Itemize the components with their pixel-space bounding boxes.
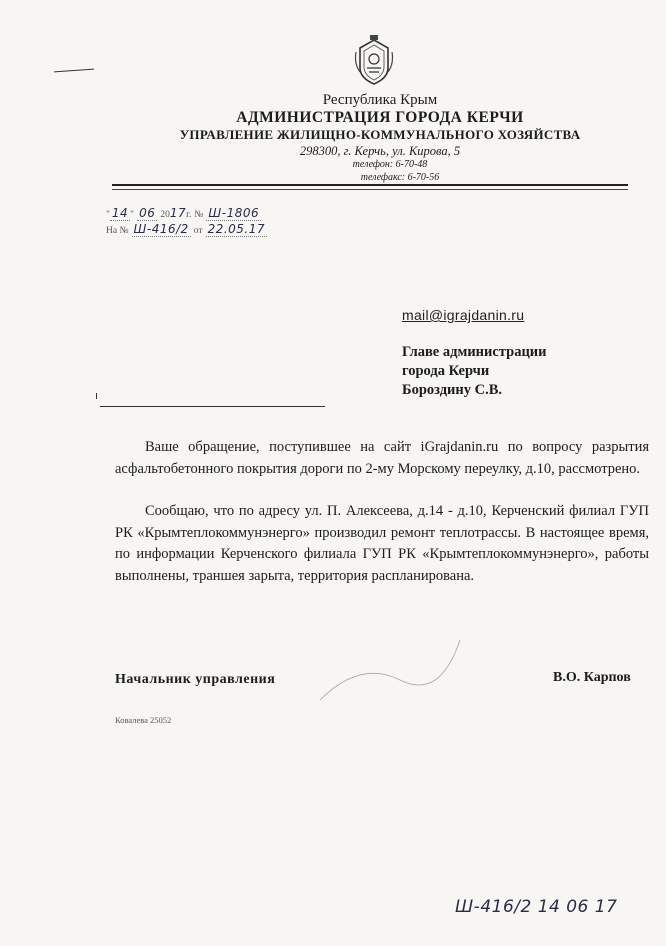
signature-mark — [300, 630, 480, 710]
body-paragraph-2: Сообщаю, что по адресу ул. П. Алексеева, д.14 - д.10, Керченский филиал ГУП РК «Крымтеплокоммунэнерго» производил ремонт теплотрассы. В настоящее время, по информации Керченского филиала ГУП РК «Крымтеплокоммунэнерго», работы выполнены, траншея зарыта, территория распланирована. — [115, 503, 649, 584]
header-republic: Республика Крым — [322, 92, 438, 108]
header-rule — [112, 184, 628, 186]
header-rule-thin — [112, 189, 628, 190]
header-department: УПРАВЛЕНИЕ ЖИЛИЩНО-КОММУНАЛЬНОГО ХОЗЯЙСТВА — [179, 127, 581, 142]
recipient-email[interactable]: mail@igrajdanin.ru — [402, 307, 525, 323]
signature-title: Начальник управления — [115, 672, 276, 687]
header-address: 298300, г. Керчь, ул. Кирова, 5 — [299, 144, 461, 158]
registration-date-line: " 14 " 06 2017г. № Ш-1806 — [106, 206, 260, 220]
body-paragraph-1: Ваше обращение, поступившее на сайт iGrajdanin.ru по вопросу разрытия асфальтобетонного покрытия дороги по 2-му Морскому переулку, д.10, рассмотрено. — [115, 439, 649, 477]
header-fax: телефакс: 6-70-56 — [360, 172, 440, 183]
reg-month: 06 — [139, 206, 156, 220]
header-administration: АДМИНИСТРАЦИЯ ГОРОДА КЕРЧИ — [236, 109, 524, 126]
separator-line — [100, 406, 325, 407]
reg-year: 17 — [169, 206, 187, 220]
reg-number: Ш-1806 — [208, 206, 260, 220]
executor-note: Ковалева 25052 — [115, 715, 172, 725]
recipient-line-3: Бороздину С.В. — [402, 382, 503, 398]
registration-ref-line: На № Ш-416/2 от 22.05.17 — [106, 222, 265, 236]
site-link[interactable]: iGrajdanin.ru — [420, 439, 499, 455]
ref-number: Ш-416/2 — [133, 222, 189, 236]
margin-tick — [96, 393, 97, 399]
coat-of-arms-icon — [352, 34, 396, 86]
header-phone: телефон: 6-70-48 — [352, 159, 428, 170]
handwritten-registration-note: Ш-416/2 14 06 17 — [455, 897, 618, 917]
reg-day: 14 — [111, 206, 129, 220]
signature-name: В.О. Карпов — [553, 670, 631, 685]
margin-mark — [54, 69, 94, 73]
recipient-line-1: Главе администрации — [402, 344, 547, 360]
ref-date: 22.05.17 — [207, 222, 265, 236]
recipient-line-2: города Керчи — [402, 363, 490, 379]
